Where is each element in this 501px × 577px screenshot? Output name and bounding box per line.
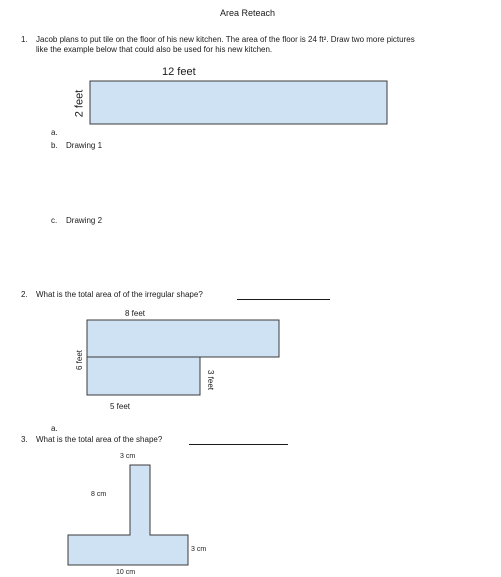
q1-c-text: Drawing 2 bbox=[66, 216, 103, 225]
q1-c-marker: c. bbox=[51, 216, 58, 225]
q3-text: What is the total area of the shape? bbox=[36, 435, 163, 444]
q3-side-label: 3 cm bbox=[191, 546, 207, 553]
q3-t-shape bbox=[68, 465, 188, 565]
q2-top-label: 8 feet bbox=[125, 309, 146, 318]
q1-b-marker: b. bbox=[51, 141, 58, 150]
q2-right-label: 3 feet bbox=[206, 369, 215, 390]
q1-number: 1. bbox=[21, 35, 28, 44]
q1-text-line1: Jacob plans to put tile on the floor of his new kitchen. The area of the floor is 24 ft². Draw two more pictures bbox=[36, 35, 415, 44]
q2-left-label: 6 feet bbox=[75, 350, 84, 371]
q3-stem-label: 8 cm bbox=[91, 491, 107, 498]
q2-a-label: a. bbox=[51, 424, 58, 433]
q3-bottom-label: 10 cm bbox=[116, 569, 136, 576]
q1-width-label: 12 feet bbox=[162, 66, 196, 78]
q1-text-line2: like the example below that could also be used for his new kitchen. bbox=[36, 45, 273, 54]
q2-answer-blank[interactable] bbox=[237, 290, 330, 300]
q2-number: 2. bbox=[21, 290, 28, 299]
q3-top-label: 3 cm bbox=[120, 453, 136, 460]
q2-bottom-label: 5 feet bbox=[110, 402, 131, 411]
q1-rectangle bbox=[90, 81, 387, 124]
page-title: Area Reteach bbox=[220, 8, 276, 18]
q3-answer-blank[interactable] bbox=[189, 435, 288, 445]
q2-top-rectangle bbox=[87, 320, 279, 357]
q1-a-label: a. bbox=[51, 128, 58, 137]
q2-bottom-rectangle bbox=[87, 357, 200, 395]
q1-height-label: 2 feet bbox=[73, 89, 86, 118]
q2-text: What is the total area of of the irregular shape? bbox=[36, 290, 203, 299]
q3-number: 3. bbox=[21, 435, 28, 444]
q1-b-text: Drawing 1 bbox=[66, 141, 103, 150]
